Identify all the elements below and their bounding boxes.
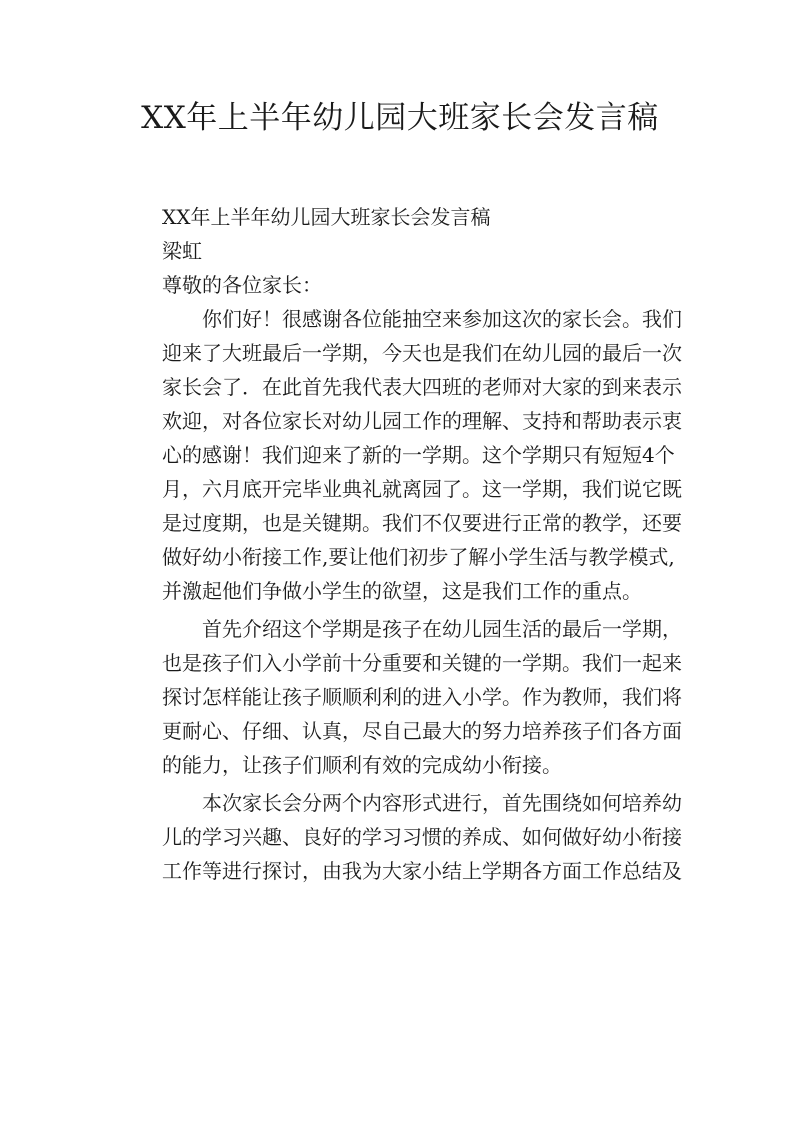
- paragraph-line: 工作等进行探讨，由我为大家小结上学期各方面工作总结及: [162, 859, 682, 883]
- paragraph-line: 欢迎，对各位家长对幼儿园工作的理解、支持和帮助表示衷: [162, 409, 682, 433]
- paragraph-line: 的能力，让孩子们顺利有效的完成幼小衔接。: [162, 753, 562, 777]
- paragraph-line: 探讨怎样能让孩子顺顺利利的进入小学。作为教师，我们将: [162, 685, 682, 709]
- paragraph-2: [122, 612, 682, 782]
- paragraph-line: 做好幼小衔接工作,要让他们初步了解小学生活与教学模式,: [162, 545, 675, 569]
- subtitle-line: XX年上半年幼儿园大班家长会发言稿: [162, 205, 491, 229]
- paragraph-line: 首先介绍这个学期是孩子在幼儿园生活的最后一学期，: [202, 617, 682, 641]
- salutation-line: 尊敬的各位家长：: [162, 273, 322, 297]
- document-title: XX年上半年幼儿园大班家长会发言稿: [141, 100, 659, 136]
- paragraph-line: 家长会了．在此首先我代表大四班的老师对大家的到来表示: [162, 375, 682, 399]
- paragraph-line: 迎来了大班最后一学期，今天也是我们在幼儿园的最后一次: [162, 341, 682, 365]
- document-body: [122, 200, 682, 888]
- paragraph-line: 更耐心、仔细、认真，尽自己最大的努力培养孩子们各方面: [162, 719, 682, 743]
- paragraph-line: 儿的学习兴趣、良好的学习习惯的养成、如何做好幼小衔接: [162, 825, 682, 849]
- paragraph-line: 月，六月底开完毕业典礼就离园了。这一学期，我们说它既: [162, 477, 682, 501]
- author-line: 梁虹: [162, 239, 202, 263]
- paragraph-line: 心的感谢！我们迎来了新的一学期。这个学期只有短短4个: [162, 443, 675, 467]
- paragraph-line: 也是孩子们入小学前十分重要和关键的一学期。我们一起来: [162, 651, 682, 675]
- paragraph-3: [122, 786, 682, 888]
- paragraph-line: 是过度期，也是关键期。我们不仅要进行正常的教学，还要: [162, 511, 682, 535]
- paragraph-line: 并激起他们争做小学生的欲望，这是我们工作的重点。: [162, 579, 642, 603]
- paragraph-line: 你们好！很感谢各位能抽空来参加这次的家长会。我们: [202, 307, 682, 331]
- paragraph-1: [122, 302, 682, 608]
- paragraph-line: 本次家长会分两个内容形式进行，首先围绕如何培养幼: [202, 791, 682, 815]
